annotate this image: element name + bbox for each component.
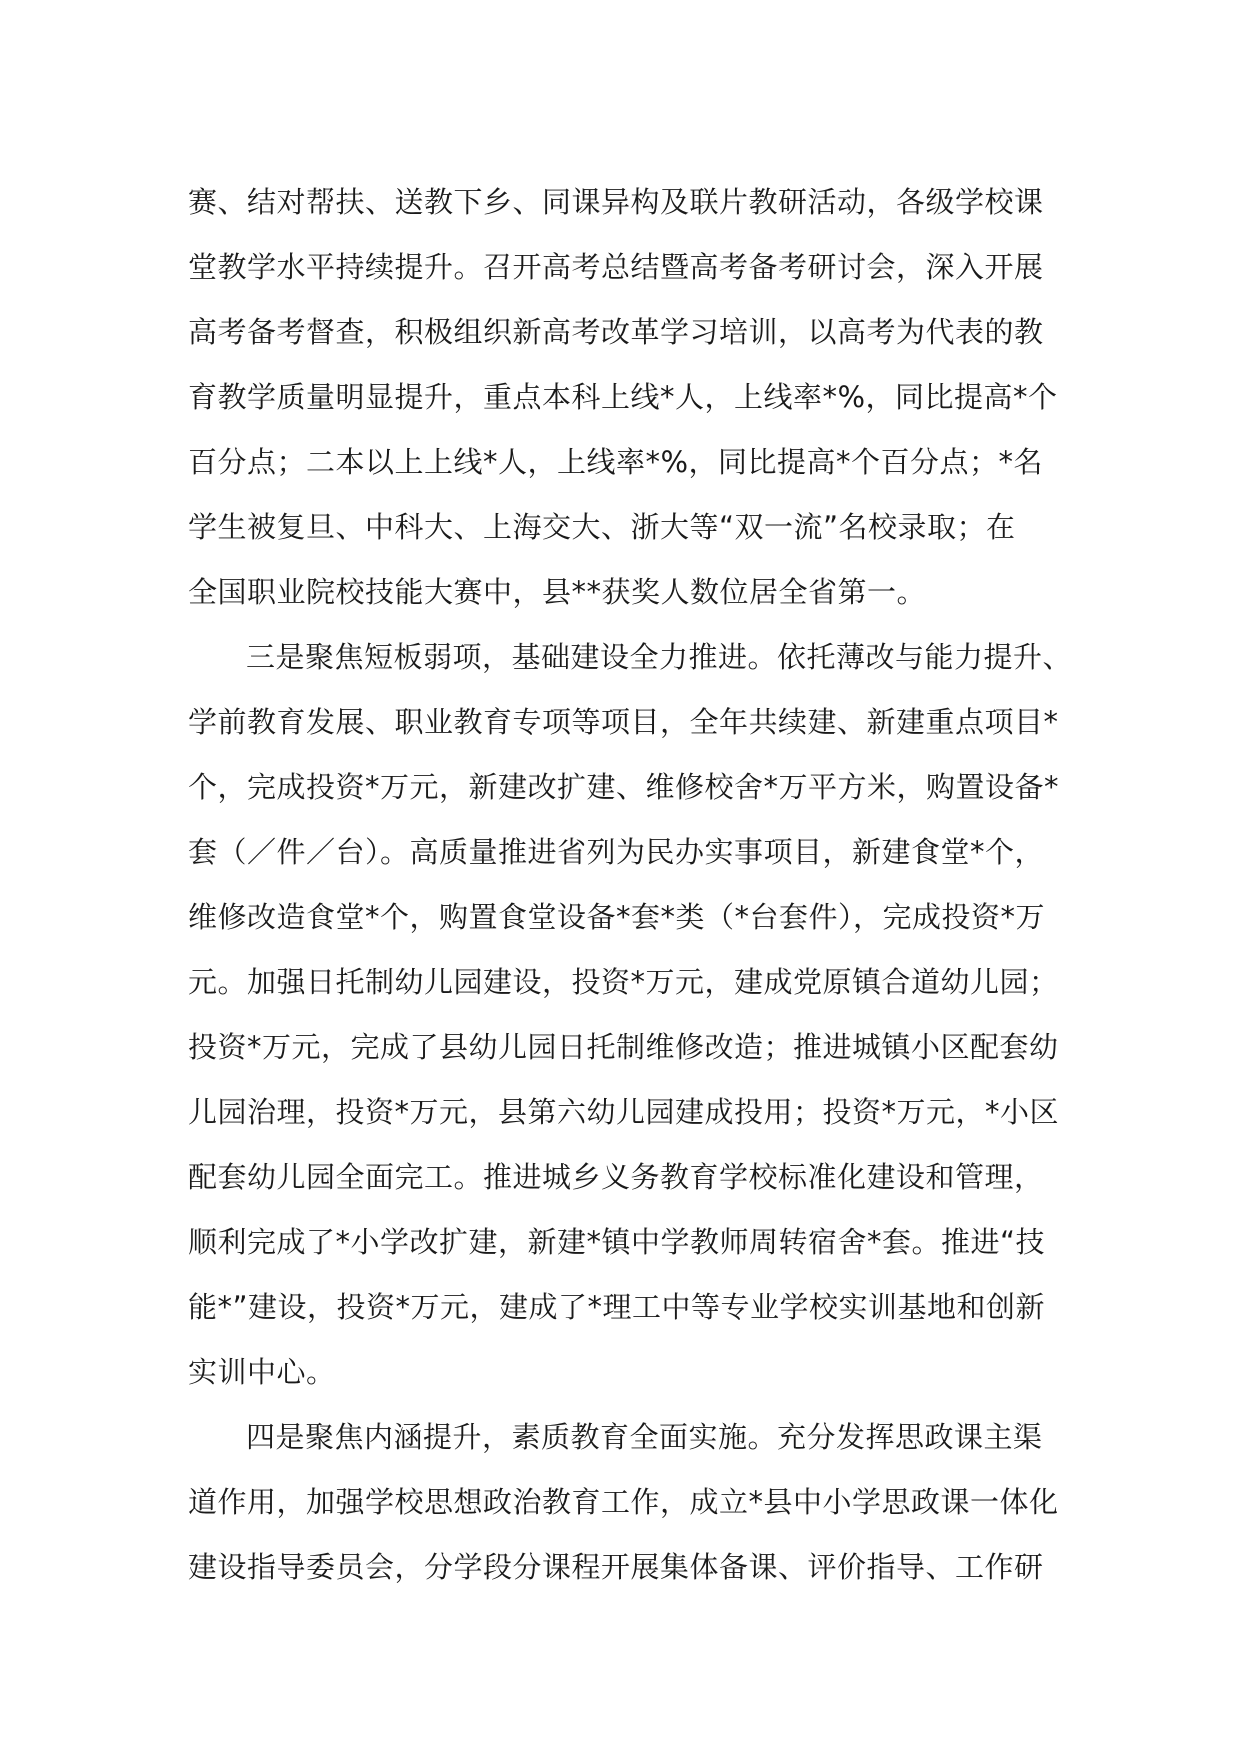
paragraph-first-line: 三是聚焦短板弱项，基础建设全力推进。依托薄改与能力提升、 bbox=[246, 640, 1073, 674]
text-line: 全国职业院校技能大赛中，县**获奖人数位居全省第一。 bbox=[188, 575, 927, 609]
text-line: 建设指导委员会，分学段分课程开展集体备课、评价指导、工作研 bbox=[188, 1550, 1044, 1584]
text-line: 百分点；二本以上上线*人，上线率*%，同比提高*个百分点；*名 bbox=[188, 445, 1044, 479]
text-line: 学生被复旦、中科大、上海交大、浙大等“双一流”名校录取；在 bbox=[188, 510, 1016, 544]
text-line: 维修改造食堂*个，购置食堂设备*套*类（*台套件），完成投资*万 bbox=[188, 900, 1046, 934]
body-text bbox=[188, 170, 1073, 1600]
text-line: 投资*万元，完成了县幼儿园日托制维修改造；推进城镇小区配套幼 bbox=[188, 1030, 1059, 1064]
text-line: 堂教学水平持续提升。召开高考总结暨高考备考研讨会，深入开展 bbox=[188, 250, 1044, 284]
text-line: 顺利完成了*小学改扩建，新建*镇中学教师周转宿舍*套。推进“技 bbox=[188, 1225, 1046, 1259]
text-line: 套（／件／台）。高质量推进省列为民办实事项目，新建食堂*个， bbox=[188, 835, 1045, 869]
text-line: 育教学质量明显提升，重点本科上线*人，上线率*%，同比提高*个 bbox=[188, 380, 1058, 414]
text-line: 赛、结对帮扶、送教下乡、同课异构及联片教研活动，各级学校课 bbox=[188, 185, 1044, 219]
text-line: 高考备考督查，积极组织新高考改革学习培训，以高考为代表的教 bbox=[188, 315, 1044, 349]
text-line: 元。加强日托制幼儿园建设，投资*万元，建成党原镇合道幼儿园； bbox=[188, 965, 1059, 999]
text-line: 配套幼儿园全面完工。推进城乡义务教育学校标准化建设和管理， bbox=[188, 1160, 1044, 1194]
text-line: 实训中心。 bbox=[188, 1355, 336, 1389]
text-line: 儿园治理，投资*万元，县第六幼儿园建成投用；投资*万元，*小区 bbox=[188, 1095, 1060, 1129]
paragraph-first-line: 四是聚焦内涵提升，素质教育全面实施。充分发挥思政课主渠 bbox=[246, 1420, 1043, 1454]
text-line: 学前教育发展、职业教育专项等项目，全年共续建、新建重点项目* bbox=[188, 705, 1059, 739]
text-line: 道作用，加强学校思想政治教育工作，成立*县中小学思政课一体化 bbox=[188, 1485, 1059, 1519]
text-line: 能*”建设，投资*万元，建成了*理工中等专业学校实训基地和创新 bbox=[188, 1290, 1046, 1324]
text-line: 个，完成投资*万元，新建改扩建、维修校舍*万平方米，购置设备* bbox=[188, 770, 1060, 804]
